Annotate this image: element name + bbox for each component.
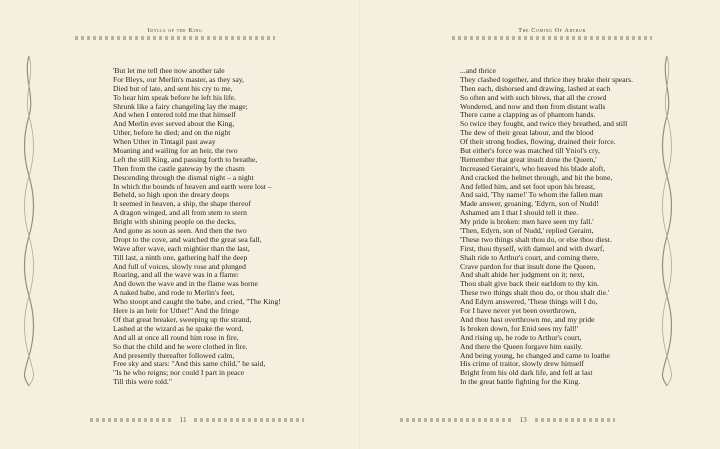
verse-line: First, thou thyself, with damsel and with dwarf, [460, 243, 605, 253]
verse-line: Moaning and wailing for an heir, the two [113, 146, 238, 156]
page-footer [400, 416, 630, 426]
poem-text [460, 67, 633, 387]
vine-border-ornament [660, 56, 674, 386]
verse-line: Here is an heir for Uther!" And the fringe [113, 306, 239, 316]
verse-line: 'Then, Edyrn, son of Nudd,' replied Geraint, [460, 226, 594, 236]
verse-line: And all at once all round him rose in fire, [113, 332, 239, 342]
verse-line: These two things shalt thou do, or thou shalt die.' [460, 288, 610, 298]
verse-line: And rising up, he rode to Arthur's court, [460, 332, 582, 342]
verse-line: And full of voices, slowly rose and plunged [113, 261, 246, 271]
footer-ornament-rule [90, 418, 172, 422]
verse-line: Free sky and stars: "And this same child," he said, [113, 359, 266, 369]
verse-line: Wave after wave, each mightier than the last, [113, 243, 250, 253]
page-number: 11 [179, 416, 187, 424]
verse-line: A naked babe, and rode to Merlin's feet, [113, 288, 235, 298]
verse-line: And said, 'Thy name!' To whom the fallen man [460, 190, 603, 200]
verse-line: Increased Geraint's, who heaved his blade aloft, [460, 163, 606, 173]
verse-line: Is broken down, for Enid sees my fall!' [460, 323, 579, 333]
verse-line: And being young, he changed and came to loathe [460, 350, 610, 360]
verse-line: For Bleys, our Merlin's master, as they say, [113, 74, 244, 84]
verse-line: To hear him speak before he left his life. [113, 92, 236, 102]
verse-line: Shrunk like a fairy changeling lay the mage; [113, 101, 248, 111]
verse-line: And there the Queen forgave him easily. [460, 341, 583, 351]
verse-line: But either's force was matched till Yniol's cry, [460, 146, 600, 156]
verse-line: "Is he who reigns; nor could I part in peace [113, 368, 245, 378]
verse-line: Died but of late, and sent his cry to me, [113, 83, 233, 93]
verse-line: His crime of traitor, slowly drew himself [460, 359, 584, 369]
verse-line: Shalt ride to Arthur's court, and coming there, [460, 252, 600, 262]
verse-line: It seemed in heaven, a ship, the shape thereof [113, 199, 251, 209]
verse-line: And presently thereafter followed calm, [113, 350, 235, 360]
verse-line: Made answer, groaning, 'Edyrn, son of Nudd! [460, 199, 599, 209]
verse-line: And Merlin ever served about the King, [113, 119, 235, 129]
verse-line: ...and thrice [460, 66, 496, 75]
verse-line: Bright from his old dark life, and fell at last [460, 368, 593, 378]
verse-line: Roaring, and all the wave was in a flame: [113, 270, 239, 280]
poem-text [113, 67, 281, 387]
vine-border-ornament [22, 56, 36, 386]
verse-line: Crave pardon for that insult done the Queen, [460, 261, 596, 271]
verse-line: So that the child and he were clothed in fire. [113, 341, 248, 351]
verse-line: And Edyrn answered, 'These things will I do, [460, 297, 598, 307]
page-number: 13 [519, 416, 527, 424]
verse-line: Lashed at the wizard as he spake the word, [113, 323, 244, 333]
verse-line: In the great battle fighting for the King. [460, 377, 581, 387]
verse-line: And down the wave and in the flame was borne [113, 279, 258, 289]
verse-line: A dragon winged, and all from stem to stern [113, 208, 247, 218]
verse-line: Of their strong bodies, flowing, drained their force. [460, 137, 616, 147]
verse-line: In which the bounds of heaven and earth were lost – [113, 181, 272, 191]
verse-line: 'Remember that great insult done the Queen,' [460, 154, 597, 164]
verse-line: And felled him, and set foot upon his breast, [460, 181, 595, 191]
verse-line: And when I entered told me that himself [113, 110, 236, 120]
header-ornament-rule [452, 36, 652, 40]
verse-line: 'But let me tell thee now another tale [113, 66, 225, 75]
right-page [360, 0, 720, 449]
verse-line: Who stoopt and caught the babe, and cried, "The King! [113, 297, 281, 307]
verse-line: So often and with such blows, that all the crowd [460, 92, 607, 102]
verse-line: Beheld, so high upon the dreary deeps [113, 190, 230, 200]
verse-line: For I have never yet been overthrown, [460, 306, 577, 316]
verse-line: And shalt abide her judgment on it; next, [460, 270, 585, 280]
verse-line: Uther, before he died; and on the night [113, 128, 231, 138]
page-footer [90, 416, 320, 426]
running-head: The Coming Of Arthur [518, 27, 586, 34]
header-ornament-rule [75, 36, 275, 40]
verse-line: Wondered, and now and then from distant walls [460, 101, 606, 111]
verse-line: Of that great breaker, sweeping up the strand, [113, 314, 252, 324]
running-head: Idylls of the King [147, 27, 203, 34]
footer-ornament-rule [400, 418, 512, 422]
verse-line: When Uther in Tintagil past away [113, 137, 216, 147]
verse-line: Dropt to the cove, and watched the great sea fall, [113, 234, 262, 244]
verse-line: Thou shalt give back their earldom to thy kin. [460, 279, 599, 289]
verse-line: Descending through the dismal night – a night [113, 172, 254, 182]
verse-line: And cracked the helmet through, and bit the bone, [460, 172, 613, 182]
verse-line: So twice they fought, and twice they breathed, and still [460, 119, 628, 129]
verse-line: There came a clapping as of phantom hands. [460, 110, 596, 120]
verse-line: Left the still King, and passing forth to breathe, [113, 154, 258, 164]
verse-line: And thou hast overthrown me, and my pride [460, 314, 595, 324]
footer-ornament-rule [535, 418, 615, 422]
verse-line: The dew of their great labour, and the blood [460, 128, 594, 138]
verse-line: And gone as soon as seen. And then the two [113, 226, 247, 236]
footer-ornament-rule [194, 418, 304, 422]
verse-line: 'These two things shalt thou do, or else thou diest. [460, 234, 612, 244]
verse-line: They clashed together, and thrice they brake their spears. [460, 74, 634, 84]
verse-line: Then from the castle gateway by the chasm [113, 163, 245, 173]
verse-line: Till last, a ninth one, gathering half the deep [113, 252, 248, 262]
verse-line: Bright with shining people on the decks, [113, 217, 236, 227]
verse-line: Till this were told." [113, 377, 172, 387]
verse-line: My pride is broken: men have seen my fall.' [460, 217, 594, 227]
verse-line: Ashamed am I that I should tell it thee. [460, 208, 579, 218]
verse-line: Then each, dishorsed and drawing, lashed at each [460, 83, 611, 93]
